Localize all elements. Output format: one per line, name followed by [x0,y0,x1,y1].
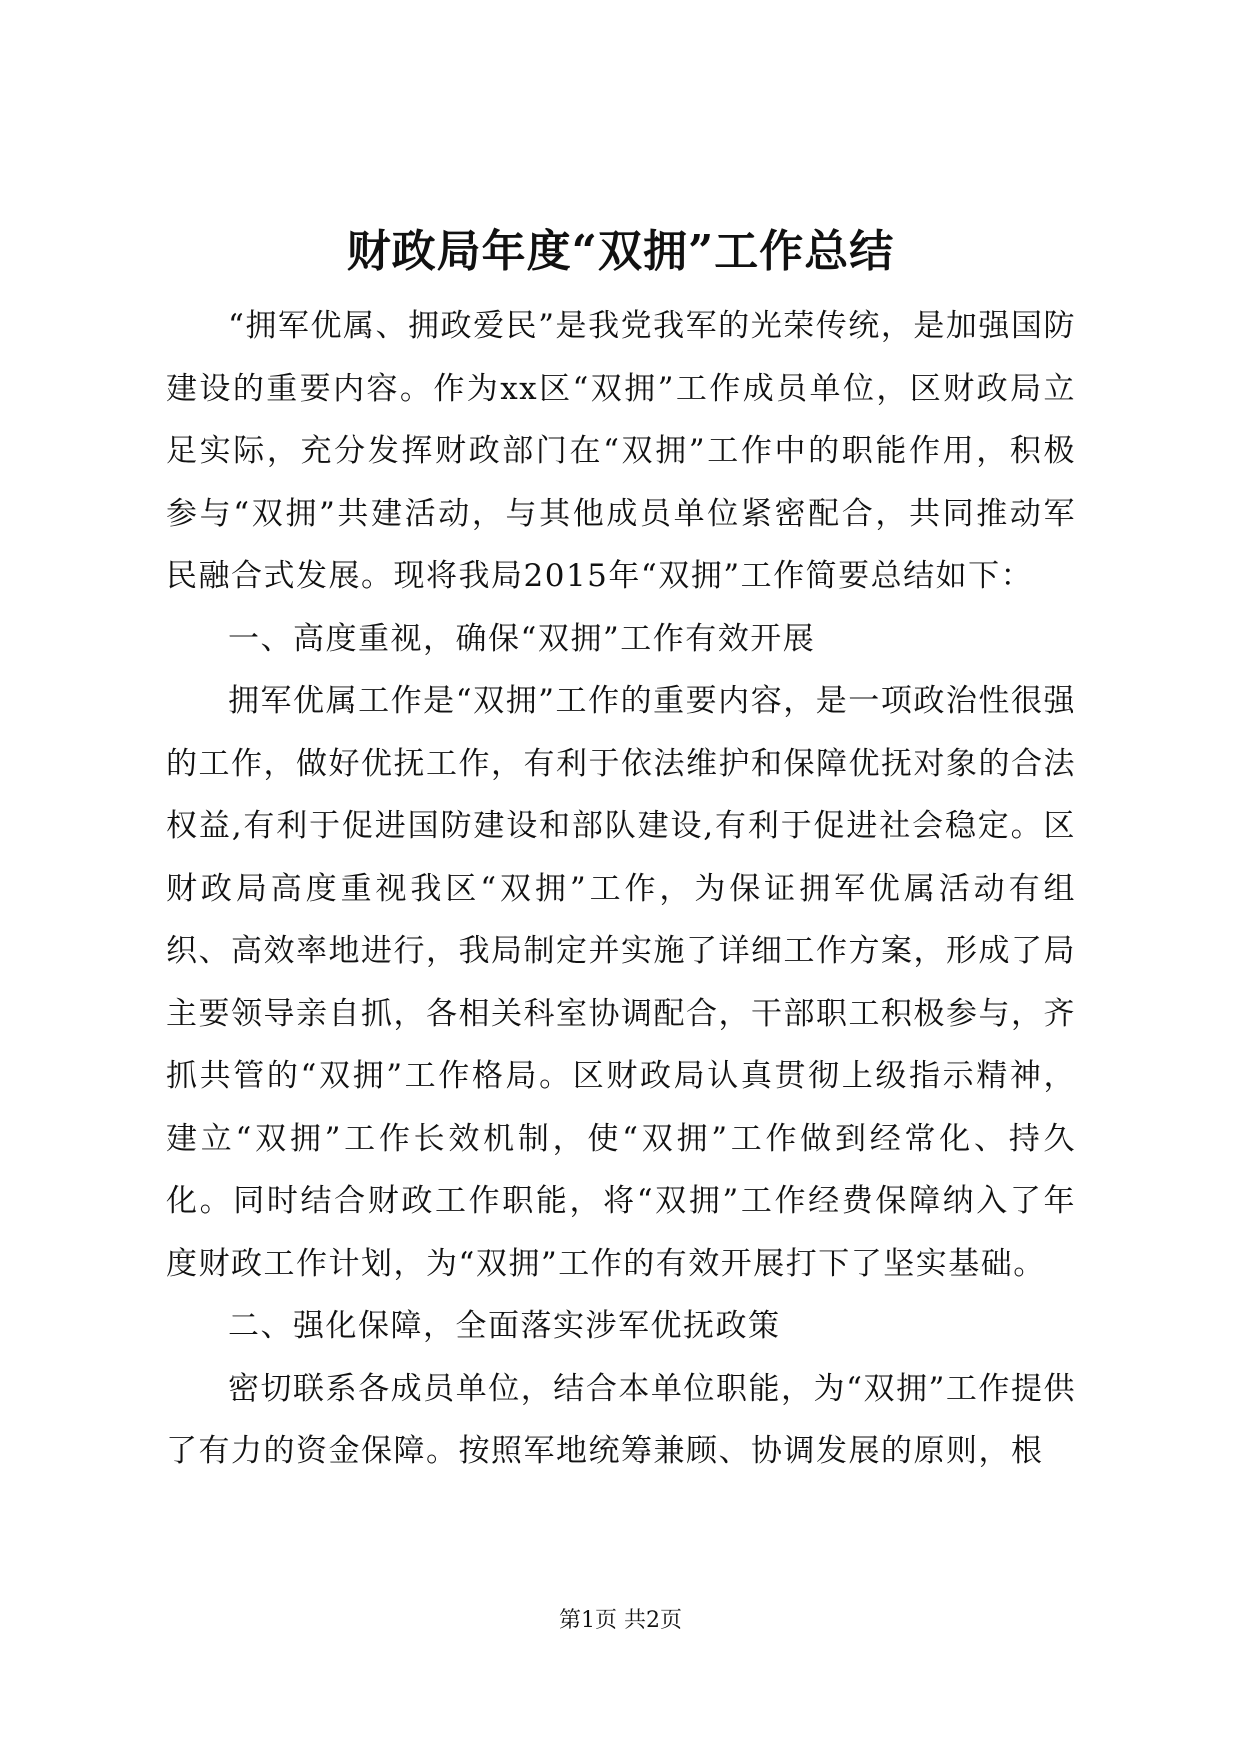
section-heading-2: 二、强化保障，全面落实涉军优抚政策 [228,1308,781,1344]
document-title: 财政局年度“双拥”工作总结 [346,226,895,277]
intro-paragraph: “拥军优属、拥政爱民”是我党我军的光荣传统，是加强国防建设的重要内容。作为xx区“双拥”工作成员单位，区财政局立足实际，充分发挥财政部门在“双拥”工作中的职能作用，积极参与“双拥”共建活动，与其他成员单位紧密配合，共同推动军民融合式发展。现将我局2015年“双拥”工作简要总结如下： [166,308,1076,594]
document-body [166,295,1076,1483]
section-heading-1: 一、高度重视，确保“双拥”工作有效开展 [228,620,816,657]
section-1-paragraph: 拥军优属工作是“双拥”工作的重要内容，是一项政治性很强的工作，做好优抚工作，有利于依法维护和保障优抚对象的合法权益,有利于促进国防建设和部队建设,有利于促进社会稳定。区财政局高度重视我区“双拥”工作，为保证拥军优属活动有组织、高效率地进行，我局制定并实施了详细工作方案，形成了局主要领导亲自抓，各相关科室协调配合，干部职工积极参与，齐抓共管的“双拥”工作格局。区财政局认真贯彻上级指示精神，建立“双拥”工作长效机制，使“双拥”工作做到经常化、持久化。同时结合财政工作职能，将“双拥”工作经费保障纳入了年度财政工作计划，为“双拥”工作的有效开展打下了坚实基础。 [166,683,1076,1282]
page-number-footer: 第1页 共2页 [559,1608,682,1633]
section-2-paragraph: 密切联系各成员单位，结合本单位职能，为“双拥”工作提供了有力的资金保障。按照军地统筹兼顾、协调发展的原则，根 [166,1370,1076,1469]
